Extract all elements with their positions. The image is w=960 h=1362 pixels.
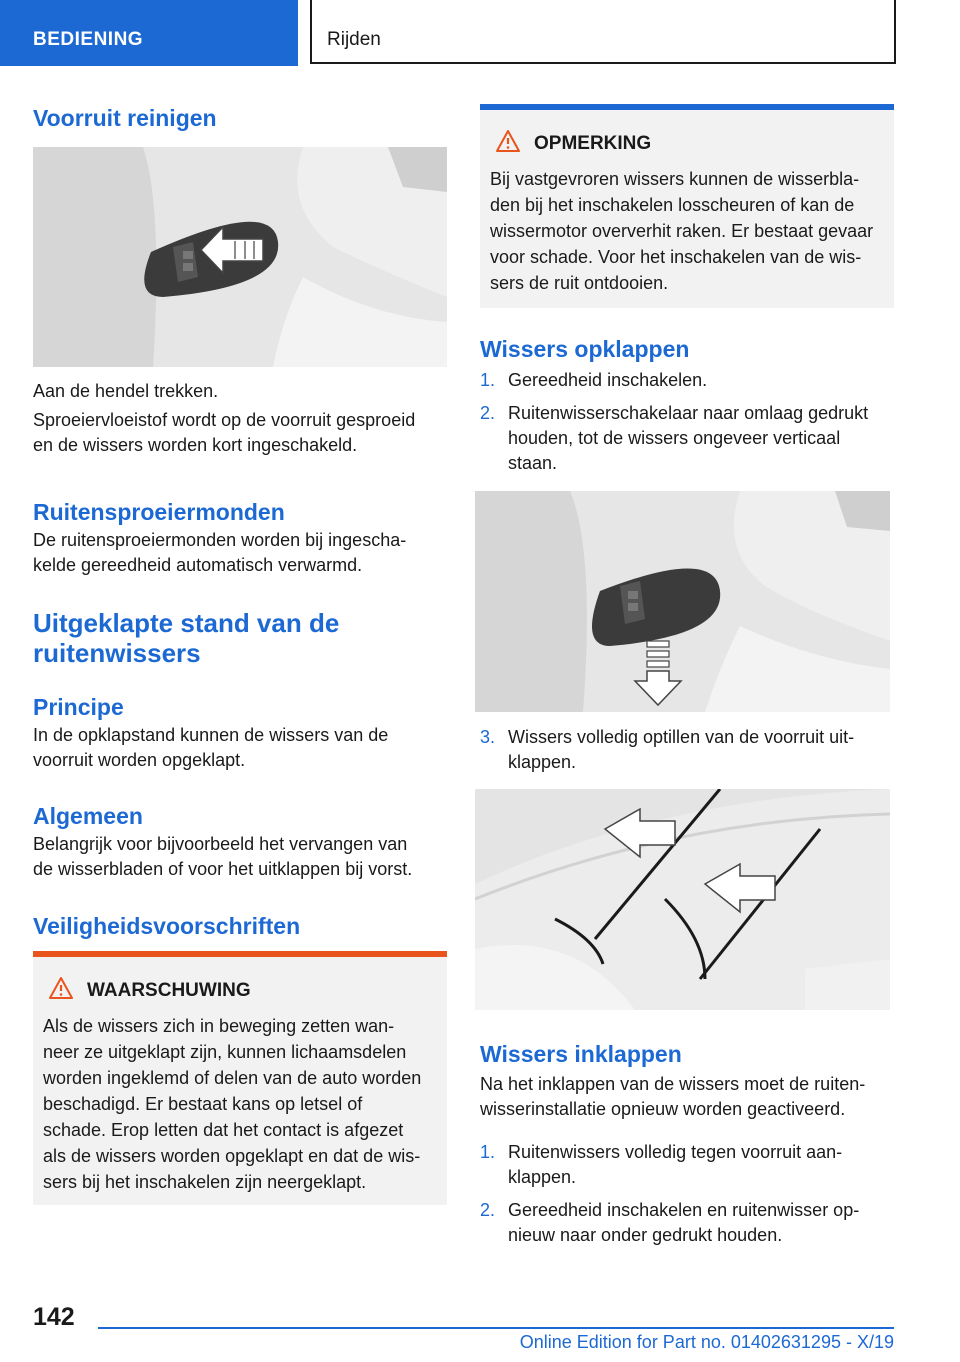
list-text: Gereedheid inschakelen en ruitenwisser op- — [508, 1200, 860, 1220]
para-inklappen-line1: Na het inklappen van de wissers moet de ruiten- — [480, 1074, 866, 1094]
list-item — [480, 1140, 894, 1192]
warning-bar — [33, 951, 447, 957]
warning-line: als de wissers worden opgeklapt en dat de wis- — [43, 1146, 421, 1166]
notice-box — [480, 104, 894, 308]
heading-wissers-inklappen: Wissers inklappen — [480, 1041, 682, 1067]
para-hendel: Aan de hendel trekken. — [33, 381, 219, 401]
list-text: houden, tot de wissers ongeveer verticaal — [508, 428, 841, 448]
notice-triangle-icon — [496, 130, 520, 158]
list-text: nieuw naar onder gedrukt houden. — [508, 1225, 783, 1245]
list-text: Ruitenwissers volledig tegen voorruit aan- — [508, 1142, 843, 1162]
notice-bar — [480, 104, 894, 110]
list-number: 2. — [480, 403, 496, 423]
footer-divider — [98, 1327, 894, 1329]
list-text: Gereedheid inschakelen. — [508, 370, 708, 390]
list-number: 3. — [480, 727, 496, 747]
para-inklappen-line2: wisserinstallatie opnieuw worden geactiveerd. — [480, 1099, 846, 1119]
warning-line: schade. Erop letten dat het contact is afgezet — [43, 1120, 404, 1140]
para-sproei-line1: Sproeiervloeistof wordt op de voorruit gesproeid — [33, 410, 416, 430]
chapter-title: Rijden — [310, 0, 896, 64]
list-number: 1. — [480, 1142, 496, 1162]
section-tab: BEDIENING — [0, 0, 298, 66]
list-text: Ruitenwisserschakelaar naar omlaag gedrukt — [508, 403, 869, 423]
warning-triangle-icon — [49, 977, 73, 1005]
list-item — [480, 1198, 894, 1250]
heading-veiligheidsvoorschriften: Veiligheidsvoorschriften — [33, 913, 301, 939]
list-item — [480, 401, 894, 477]
photo-wiper-lever-push-down — [475, 491, 890, 712]
para-algemeen-line1: Belangrijk voor bijvoorbeeld het vervangen van — [33, 834, 408, 854]
warning-line: worden ingeklemd of delen van de auto worden — [43, 1068, 422, 1088]
warning-line: neer ze uitgeklapt zijn, kunnen lichaamsdelen — [43, 1042, 407, 1062]
notice-title: OPMERKING — [534, 133, 652, 154]
para-monden-line2: kelde gereedheid automatisch verwarmd. — [33, 555, 363, 575]
warning-box — [33, 951, 447, 1205]
list-text: klappen. — [508, 1167, 577, 1187]
list-item — [480, 368, 894, 394]
list-item — [480, 725, 894, 777]
page-number: 142 — [33, 1303, 75, 1331]
list-text: staan. — [508, 453, 558, 473]
warning-title: WAARSCHUWING — [87, 980, 251, 1001]
photo-wiper-lever-pull — [33, 147, 447, 367]
list-number: 1. — [480, 370, 496, 390]
notice-line: wissermotor oververhit raken. Er bestaat gevaar — [490, 221, 874, 241]
warning-line: sers bij het inschakelen zijn neergeklapt. — [43, 1172, 367, 1192]
para-principe-line1: In de opklapstand kunnen de wissers van de — [33, 725, 389, 745]
heading-uitgeklapte-stand-line2: ruitenwissers — [33, 638, 201, 668]
footer-edition[interactable]: Online Edition for Part no. 01402631295 - X/19 — [519, 1332, 894, 1352]
warning-line: Als de wissers zich in beweging zetten wan- — [43, 1016, 395, 1036]
heading-algemeen: Algemeen — [33, 803, 143, 829]
list-text: klappen. — [508, 752, 577, 772]
heading-wissers-opklappen: Wissers opklappen — [480, 336, 690, 362]
photo-wipers-raised — [475, 789, 890, 1010]
notice-line: den bij het inschakelen losscheuren of kan de — [490, 195, 855, 215]
warning-line: beschadigd. Er bestaat kans op letsel of — [43, 1094, 363, 1114]
heading-ruitensproeiermonden: Ruitensproeiermonden — [33, 499, 285, 525]
heading-voorruit-reinigen: Voorruit reinigen — [33, 105, 217, 131]
list-text: Wissers volledig optillen van de voorruit uit- — [508, 727, 855, 747]
notice-line: voor schade. Voor het inschakelen van de wis- — [490, 247, 862, 267]
notice-line: sers de ruit ontdooien. — [490, 273, 669, 293]
para-monden-line1: De ruitensproeiermonden worden bij ingescha- — [33, 530, 407, 550]
para-sproei-line2: en de wissers worden kort ingeschakeld. — [33, 435, 358, 455]
heading-principe: Principe — [33, 694, 124, 720]
para-algemeen-line2: de wisserbladen of voor het uitklappen bij vorst. — [33, 859, 413, 879]
heading-uitgeklapte-stand-line1: Uitgeklapte stand van de — [33, 608, 340, 638]
notice-line: Bij vastgevroren wissers kunnen de wisserbla- — [490, 169, 860, 189]
para-principe-line2: voorruit worden opgeklapt. — [33, 750, 246, 770]
list-number: 2. — [480, 1200, 496, 1220]
